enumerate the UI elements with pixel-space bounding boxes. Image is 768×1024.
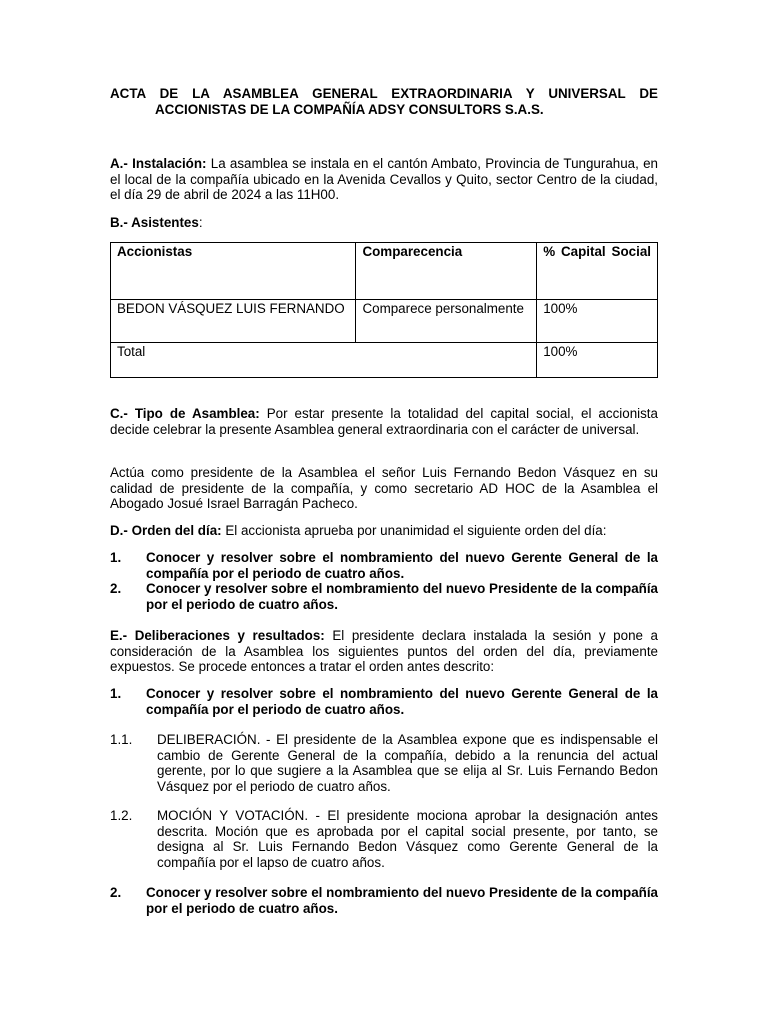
section-b-label: B.- Asistentes [110,215,199,230]
section-a-installation [110,156,658,203]
header-capital-text: % Capital Social [543,244,651,259]
shareholder-name-text: BEDON VÁSQUEZ LUIS FERNANDO [117,301,345,316]
table-total-row [111,343,658,378]
section-a-label: A.- Instalación: [110,156,207,171]
cell-total-label: Total [111,343,537,378]
table-header-row [111,243,658,300]
cell-shareholder-name [111,300,356,343]
section-d-agenda [110,523,658,539]
section-c-text: Por estar presente la totalidad del capital social, el accionista decide celebrar la presente Asamblea general extraordinaria con el carácter de universal. [110,406,658,437]
subitem-1-2 [110,808,658,870]
table-row [111,300,658,343]
title-line-1: ACTA DE LA ASAMBLEA GENERAL EXTRAORDINARIA Y UNIVERSAL DE [110,86,658,101]
section-b-attendees [110,215,658,231]
section-c-type [110,406,658,437]
header-capital [537,243,658,300]
subitem-1-1-number: 1.1. [110,732,133,747]
cell-total-value: 100% [537,343,658,378]
title-line-2: ACCIONISTAS DE LA COMPAÑÍA ADSY CONSULTORS S.A.S. [155,101,544,117]
section-e-label: E.- Deliberaciones y resultados: [110,628,325,643]
agenda-item-1-number: 1. [110,550,122,565]
section-b-colon: : [198,215,203,230]
document-title [110,86,658,117]
section-d-text: El accionista aprueba por unanimidad el siguiente orden del día: [221,523,607,538]
subitem-1-1 [110,732,658,794]
agenda-item-2 [110,581,658,612]
section-a-text: La asamblea se instala en el cantón Ambato, Provincia de Tungurahua, en el local de la compañía ubicado en la Avenida Cevallos y Quito, sector Centro de la ciudad, el día 29 de abril de 2024 a las 11H00. [110,156,658,203]
agenda-item-1-text: Conocer y resolver sobre el nombramiento del nuevo Gerente General de la compañía por el periodo de cuatro años. [146,550,658,581]
subitem-1-1-text: DELIBERACIÓN. - El presidente de la Asamblea expone que es indispensable el cambio de Gerente General de la compañía, debido a la renuncia del actual gerente, por lo que sugiere a la Asamblea que se elija al Sr. Luis Fernando Bedon Vásquez por el periodo de cuatro años. [157,732,658,794]
subitem-1-2-text: MOCIÓN Y VOTACIÓN. - El presidente mociona aprobar la designación antes descrita. Moción que es aprobada por el capital social presente, por tanto, se designa al Sr. Luis Fernando Bedon Vásquez como Gerente General de la compañía por el lapso de cuatro años. [157,808,658,870]
deliberation-item-1-text: Conocer y resolver sobre el nombramiento del nuevo Gerente General de la compañía por el periodo de cuatro años. [146,686,658,717]
attendees-table [110,242,658,378]
deliberation-item-1-number: 1. [110,686,122,701]
section-c-president-paragraph: Actúa como presidente de la Asamblea el señor Luis Fernando Bedon Vásquez en su calidad de presidente de la compañía, y como secretario AD HOC de la Asamblea el Abogado Josué Israel Barragán Pacheco. [110,465,658,512]
agenda-item-2-text: Conocer y resolver sobre el nombramiento del nuevo Presidente de la compañía por el periodo de cuatro años. [146,581,658,612]
deliberation-item-2-number: 2. [110,885,122,900]
section-d-label: D.- Orden del día: [110,523,222,538]
cell-appearance: Comparece personalmente [356,300,537,343]
section-e-text: El presidente declara instalada la sesión y pone a consideración de la Asamblea los siguientes puntos del orden del día, previamente expuestos. Se procede entonces a tratar el orden antes descrito: [110,628,658,675]
agenda-item-1 [110,550,658,581]
section-c-label: C.- Tipo de Asamblea: [110,406,260,421]
deliberation-item-1 [110,686,658,717]
agenda-item-2-number: 2. [110,581,122,596]
header-appearance: Comparecencia [356,243,537,300]
deliberation-item-2-text: Conocer y resolver sobre el nombramiento del nuevo Presidente de la compañía por el periodo de cuatro años. [146,885,658,916]
section-e-deliberations [110,628,658,675]
cell-capital: 100% [537,300,658,343]
deliberation-item-2 [110,885,658,916]
subitem-1-2-number: 1.2. [110,808,133,823]
header-shareholders: Accionistas [111,243,356,300]
